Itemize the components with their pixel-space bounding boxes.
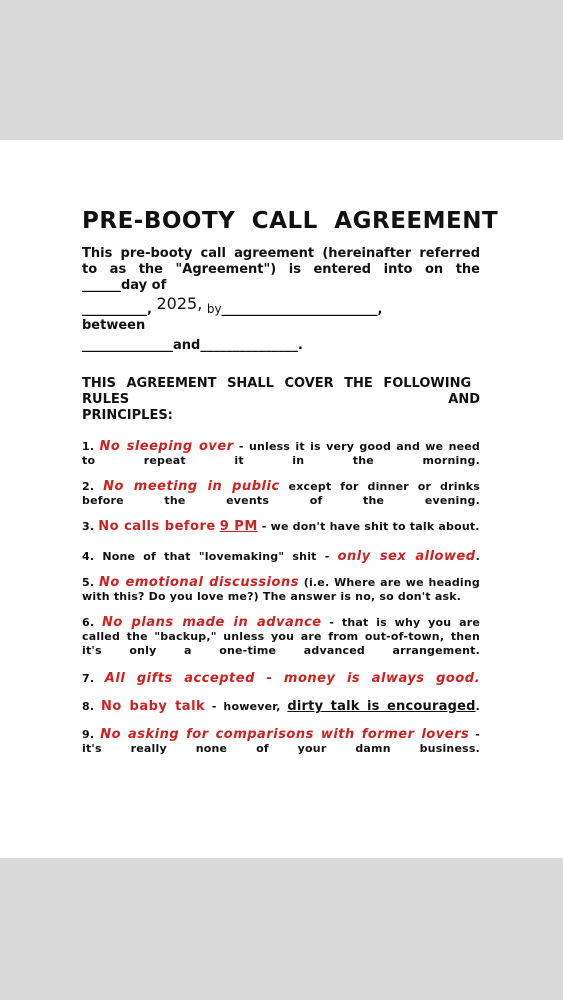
rule-number: 2. <box>82 480 95 493</box>
rule-number: 6. <box>82 616 95 629</box>
party-1-blank: ______________ <box>82 338 173 353</box>
rule-6 <box>82 616 480 658</box>
heading-line-3: PRINCIPLES: <box>82 408 173 423</box>
rule-4 <box>82 550 480 564</box>
document-page <box>0 140 563 858</box>
by-label: by <box>206 302 222 316</box>
rule-highlight: No meeting in public <box>103 479 280 494</box>
rule-highlight: only sex allowed <box>337 549 476 564</box>
rule-1 <box>82 440 480 468</box>
rule-text-end: . <box>475 700 480 713</box>
rule-number: 1. <box>82 440 95 453</box>
rule-text: - however, <box>205 700 288 713</box>
rule-text: - that is why you are called the "backup," unless you are from out-of-town, then it's only a one-time advanced arrangement. <box>82 616 481 657</box>
heading-rules: RULES <box>82 392 130 407</box>
rule-number: 5. <box>82 576 95 589</box>
rule-text: - we don't have shit to talk about. <box>257 520 480 533</box>
rules-heading <box>82 376 480 424</box>
party-2-blank: _______________. <box>200 338 303 353</box>
rule-number: 4. <box>82 550 95 563</box>
rule-highlight: All gifts accepted - money is always good. <box>104 671 481 686</box>
rule-highlight: No baby talk <box>100 699 206 714</box>
rule-text: None of that "lovemaking" shit - <box>102 550 338 563</box>
rule-highlight: No asking for comparisons with former lovers <box>100 727 470 742</box>
rule-number: 8. <box>82 700 95 713</box>
rule-number: 3. <box>82 520 95 533</box>
rule-3 <box>82 520 480 534</box>
rule-7 <box>82 672 480 686</box>
rule-underlined-text: dirty talk is encouraged <box>287 699 476 714</box>
intro-line-2 <box>82 294 480 318</box>
heading-and: AND <box>448 392 480 407</box>
rule-highlight: No calls before <box>98 519 216 534</box>
rule-text: - unless it is very good and we need to repeat it in the morning. <box>82 440 481 467</box>
between-label: between <box>82 318 146 333</box>
rule-text: - it's really none of your damn business. <box>82 728 480 755</box>
heading-line-2 <box>82 392 480 408</box>
rule-highlight-underlined: 9 PM <box>219 519 258 534</box>
agreement-document <box>82 208 499 756</box>
handwritten-year: 2025, <box>156 294 203 313</box>
document-title: PRE-BOOTY CALL AGREEMENT <box>82 208 499 234</box>
heading-line-1: THIS AGREEMENT SHALL COVER THE FOLLOWING <box>82 376 472 391</box>
rule-5 <box>82 576 480 604</box>
rule-number: 9. <box>82 728 95 741</box>
intro-line-3 <box>82 338 480 354</box>
rule-number: 7. <box>82 672 95 685</box>
rule-text: except for dinner or drinks before the events of the evening. <box>82 480 481 507</box>
rule-8 <box>82 700 480 714</box>
rule-highlight: No emotional discussions <box>98 575 299 590</box>
party-blank: ________________________, <box>221 302 383 317</box>
intro-line-1: This pre-booty call agreement (hereinafter referred to as the "Agreement") is entered into on the ______day of <box>82 246 480 293</box>
rule-highlight: No sleeping over <box>99 439 234 454</box>
rule-text-end: . <box>475 550 481 563</box>
rule-2 <box>82 480 480 508</box>
date-blank: __________, <box>82 302 152 317</box>
rule-text: (i.e. Where are we heading with this? Do you love me?) The answer is no, so don't ask. <box>82 576 481 603</box>
and-label: and <box>173 338 201 353</box>
intro-paragraph <box>82 246 480 354</box>
rule-9 <box>82 728 480 756</box>
rule-highlight: No plans made in advance <box>102 615 322 630</box>
